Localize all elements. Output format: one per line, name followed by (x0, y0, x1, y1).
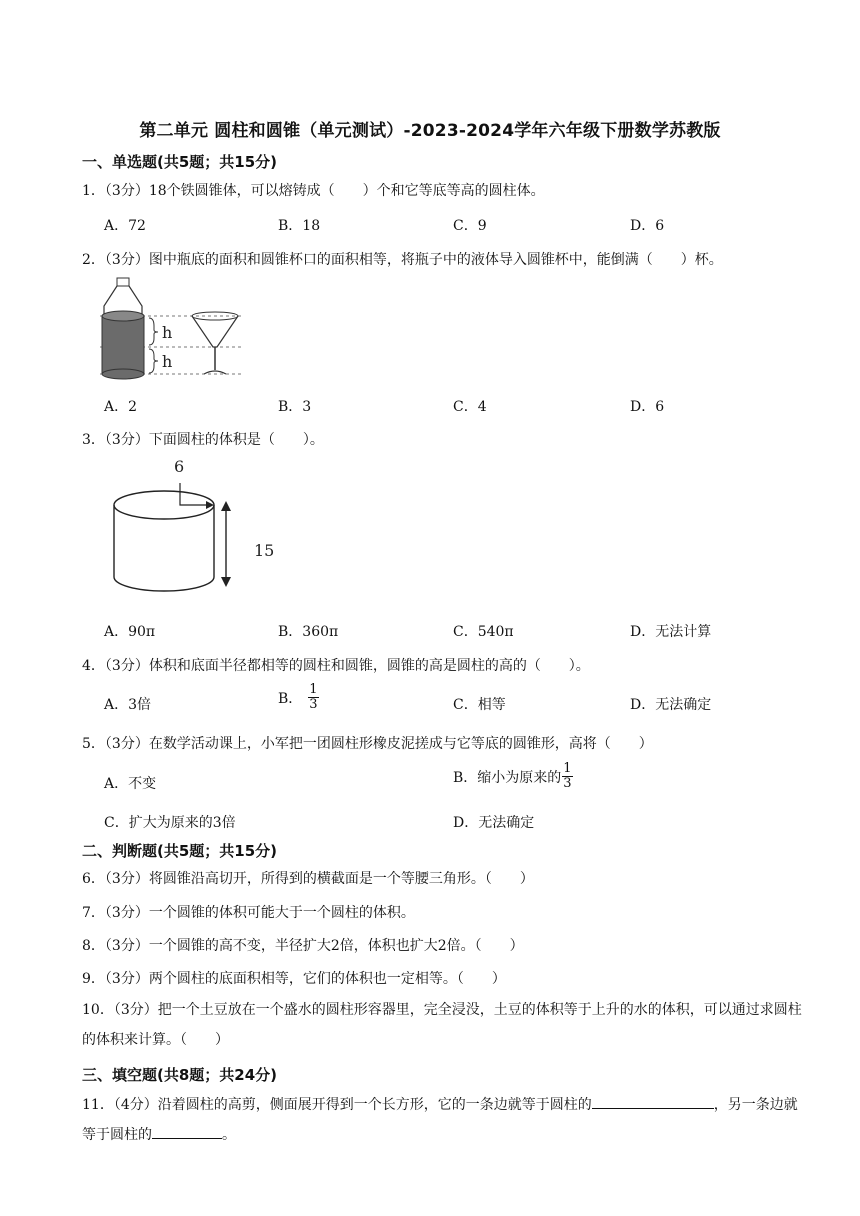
section-heading-true-false: 二、判断题(共5题；共15分) (82, 842, 278, 860)
bottle-and-cone-cup-figure (92, 276, 252, 386)
answer-blank[interactable] (592, 1094, 714, 1109)
q2-option-b: B．3 (278, 399, 312, 415)
q1-option-c: C．9 (453, 218, 487, 234)
q1-option-b: B．18 (278, 218, 321, 234)
question-4: 4．（3分）体积和底面半径都相等的圆柱和圆锥，圆锥的高是圆柱的高的（ ）。 (82, 658, 590, 674)
height-label-bottom: h (162, 352, 173, 371)
q2-option-d: D．6 (630, 399, 665, 415)
q3-option-d: D．无法计算 (630, 624, 712, 640)
question-10: 10．（3分）把一个土豆放在一个盛水的圆柱形容器里，完全浸没，土豆的体积等于上升的水的体积，可以通过求圆柱的体积来计算。（ ） (82, 1002, 802, 1048)
question-9: 9．（3分）两个圆柱的底面积相等，它们的体积也一定相等。（ ） (82, 971, 506, 987)
fraction-one-third: $\frac{1}{3}$ (563, 761, 572, 791)
q2-option-a: A．2 (104, 399, 138, 415)
q5-option-b: B．缩小为原来的 $\frac{1}{3}$ (453, 761, 572, 791)
section-heading-single-choice: 一、单选题(共5题；共15分) (82, 153, 278, 171)
page-title: 第二单元 圆柱和圆锥（单元测试）-2023-2024学年六年级下册数学苏教版 (139, 121, 721, 141)
q4-option-a: A．3倍 (104, 697, 152, 713)
question-6: 6．（3分）将圆锥沿高切开，所得到的横截面是一个等腰三角形。（ ） (82, 871, 534, 887)
question-1: 1．（3分）18个铁圆锥体，可以熔铸成（ ）个和它等底等高的圆柱体。 (82, 183, 545, 199)
question-11: 11．（4分）沿着圆柱的高剪，侧面展开得到一个长方形，它的一条边就等于圆柱的 ，另一条边就等于圆柱的 。 (82, 1090, 807, 1150)
answer-blank[interactable] (152, 1124, 222, 1139)
height-label-top: h (162, 323, 173, 342)
question-3: 3．（3分）下面圆柱的体积是（ ）。 (82, 432, 324, 448)
cylinder-figure (100, 455, 290, 600)
fraction-one-third: $\frac{1}{3}$ (309, 682, 318, 712)
q4-option-b: B． $\frac{1}{3}$ (278, 682, 318, 712)
question-7: 7．（3分）一个圆锥的体积可能大于一个圆柱的体积。 (82, 905, 415, 921)
q3-option-a: A．90π (104, 624, 156, 640)
q1-option-a: A．72 (104, 218, 146, 234)
section-heading-fill-in: 三、填空题(共8题；共24分) (82, 1066, 278, 1084)
q1-option-d: D．6 (630, 218, 665, 234)
radius-label: 6 (174, 457, 185, 476)
q5-option-a: A．不变 (104, 776, 157, 792)
q3-option-c: C．540π (453, 624, 514, 640)
q4-option-d: D．无法确定 (630, 697, 712, 713)
q5-option-c: C．扩大为原来的3倍 (104, 815, 236, 831)
q4-option-c: C．相等 (453, 697, 506, 713)
q2-option-c: C．4 (453, 399, 487, 415)
height-label: 15 (254, 541, 275, 560)
question-5: 5．（3分）在数学活动课上，小军把一团圆柱形橡皮泥搓成与它等底的圆锥形，高将（ ） (82, 736, 653, 752)
question-8: 8．（3分）一个圆锥的高不变，半径扩大2倍，体积也扩大2倍。（ ） (82, 938, 524, 954)
q5-option-d: D．无法确定 (453, 815, 535, 831)
q3-option-b: B．360π (278, 624, 339, 640)
question-2: 2．（3分）图中瓶底的面积和圆锥杯口的面积相等，将瓶子中的液体导入圆锥杯中，能倒满（ ）杯。 (82, 252, 723, 268)
